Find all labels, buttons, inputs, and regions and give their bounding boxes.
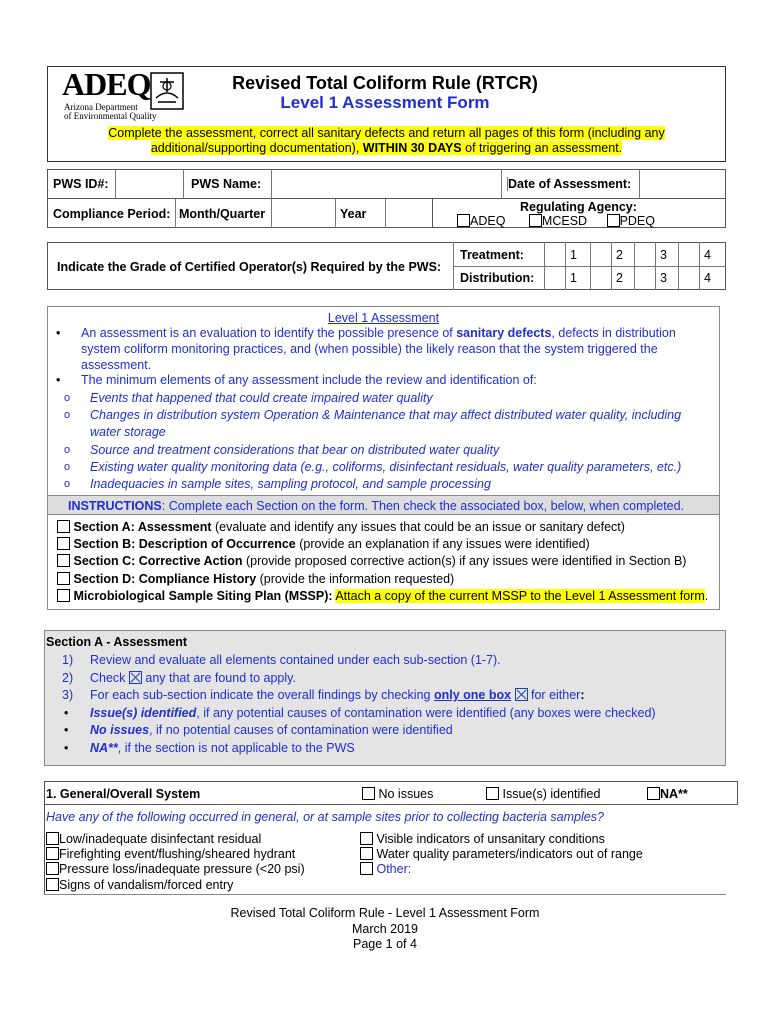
general-item-low-residual — [46, 832, 305, 847]
bullet1-text-a: An assessment is an evaluation to identify the possible presence of — [81, 326, 457, 340]
num-2: 2) — [62, 670, 74, 685]
general-left-rule — [44, 781, 45, 894]
distribution-grade-1: 1 — [570, 271, 577, 285]
section-a-item-3c: : — [580, 688, 585, 703]
treatment-grade-3-box[interactable] — [634, 242, 656, 266]
section-a-desc: (evaluate and identify any issues that could be an issue or sanitary defect) — [211, 520, 625, 534]
treatment-grade-2: 2 — [616, 248, 623, 262]
date-divider — [501, 169, 502, 199]
month-quarter-label: Month/Quarter — [179, 207, 266, 221]
operator-grade-table — [47, 242, 726, 290]
distribution-grade-2: 2 — [616, 271, 623, 285]
low-residual-label: Low/inadequate disinfectant residual — [59, 832, 262, 846]
year-label: Year — [335, 199, 385, 228]
pws-id-field[interactable] — [115, 169, 183, 199]
num-3: 3) — [62, 688, 74, 703]
year-field[interactable] — [385, 199, 433, 228]
agency-adeq-checkbox[interactable] — [457, 214, 470, 227]
instructions-text: : Complete each Section on the form. Then check the associated box, below, when completed. — [161, 499, 685, 513]
treatment-grade-3: 3 — [660, 248, 667, 262]
section-c-row — [57, 553, 717, 570]
footer — [0, 906, 770, 953]
section-a-item-2a: Check — [90, 670, 129, 685]
pws-name-field[interactable] — [271, 169, 501, 199]
footer-page: Page 1 of 4 — [353, 937, 417, 951]
sub-item-2: Changes in distribution system Operation & Maintenance that may affect distributed water quality, including — [90, 408, 682, 423]
general-left-list — [46, 832, 305, 893]
mssp-instruction: Attach a copy of the current MSSP to the Level 1 Assessment form — [335, 588, 705, 603]
no-issues-desc: , if no potential causes of contamination were identified — [149, 723, 453, 738]
section-a-heading: Section A - Assessment — [46, 635, 188, 649]
section-d-label: Section D: Compliance History — [73, 571, 257, 586]
agency-pdeq-label: PDEQ — [619, 214, 655, 228]
mssp-end: . — [704, 588, 709, 603]
vandalism-label: Signs of vandalism/forced entry — [59, 877, 234, 892]
notice-end: of triggering an assessment. — [461, 141, 623, 155]
notice-line2 — [151, 141, 622, 155]
general-issues-label: Issue(s) identified — [502, 787, 601, 801]
section-a-label: Section A: Assessment — [73, 520, 212, 534]
level1-bullet2: • The minimum elements of any assessment include the review and identification of: — [56, 372, 716, 388]
section-a-item-2b: any that are found to apply. — [141, 670, 296, 685]
na-term: NA** — [90, 740, 118, 755]
bullet1-line2: system coliform monitoring practices, and (when possible) the likely reason that the system triggered the — [81, 342, 658, 356]
notice-line1: Complete the assessment, correct all sanitary defects and return all pages of this form (including any — [108, 126, 665, 140]
treatment-grade-4-box[interactable] — [678, 242, 700, 266]
general-na — [647, 787, 688, 801]
general-right-rule — [737, 781, 738, 804]
instructions — [48, 495, 719, 515]
footer-date: March 2019 — [351, 921, 418, 936]
treatment-grade-4: 4 — [704, 248, 711, 262]
general-no-issues-label: No issues — [378, 787, 434, 801]
notice — [50, 126, 723, 156]
logo-emblem-icon — [150, 72, 184, 110]
pressure-checkbox[interactable] — [46, 862, 59, 875]
pws-name-label: PWS Name: — [191, 177, 262, 191]
general-heading: 1. General/Overall System — [46, 787, 201, 801]
treatment-grade-1: 1 — [570, 248, 577, 262]
bullet2-text: The minimum elements of any assessment include the review and identification of: — [81, 373, 537, 387]
general-na-label: NA** — [660, 787, 688, 801]
agency-options — [457, 214, 655, 228]
general-na-checkbox[interactable] — [647, 787, 660, 800]
na-desc: , if the section is not applicable to the PWS — [117, 740, 355, 755]
footer-form-name: Revised Total Coliform Rule - Level 1 Assessment Form — [230, 906, 540, 920]
treatment-grade-1-box[interactable] — [544, 242, 566, 266]
issues-identified-term: Issue(s) identified — [90, 705, 197, 720]
general-no-issues-checkbox[interactable] — [362, 787, 375, 800]
no-issues-term: No issues — [90, 723, 150, 738]
bullet1-sanitary: sanitary defects — [456, 326, 552, 340]
general-issues — [486, 787, 600, 801]
section-a-checkbox[interactable] — [57, 520, 70, 533]
general-item-unsanitary — [360, 832, 643, 847]
sub-item-4: Existing water quality monitoring data (e.g., coliforms, disinfectant residuals, water quality parameters, etc.) — [90, 459, 682, 474]
distribution-grade-4: 4 — [704, 271, 711, 285]
distribution-grade-3: 3 — [660, 271, 667, 285]
general-issues-checkbox[interactable] — [486, 787, 499, 800]
general-bottom-line — [44, 894, 726, 895]
section-a-item-3b: for either — [527, 688, 581, 703]
wq-parameters-label: Water quality parameters/indicators out of range — [376, 847, 643, 862]
general-item-other — [360, 862, 643, 877]
sub-item-5: Inadequacies in sample sites, sampling protocol, and sample processing — [90, 477, 491, 492]
general-item-vandalism — [46, 878, 305, 893]
compliance-label: Compliance Period: — [53, 207, 171, 221]
notice-text: additional/supporting documentation), — [150, 141, 363, 155]
agency-adeq-label: ADEQ — [470, 214, 506, 228]
bullet1-text-b: , defects in distribution — [551, 326, 676, 340]
section-checklist — [57, 519, 717, 605]
treatment-label: Treatment: — [460, 248, 524, 262]
logo-subtitle-2: of Environmental Quality — [64, 111, 157, 121]
distribution-grade-4-box[interactable] — [678, 266, 700, 290]
pressure-label: Pressure loss/inadequate pressure (<20 psi) — [59, 862, 305, 877]
distribution-label: Distribution: — [460, 271, 535, 285]
bullet1-line3: assessment. — [81, 358, 152, 372]
pws-id-label: PWS ID#: — [53, 177, 109, 191]
general-question: Have any of the following occurred in general, or at sample sites prior to collecting bacteria samples? — [46, 810, 604, 824]
operator-label: Indicate the Grade of Certified Operator(s) Required by the PWS: — [57, 260, 442, 274]
mq-divider — [175, 199, 176, 228]
section-c-checkbox[interactable] — [57, 554, 70, 567]
other-label: Other: — [376, 862, 412, 877]
month-quarter-field[interactable] — [271, 199, 335, 228]
section-a-list: 1) Review and evaluate all elements contained under each sub-section (1-7). 2) Check any that are found to apply. 3) For each sub-section indicate the overall findings by checking only one box for either: • Issue(s) identified, if any potential causes of contamination were identified (any boxes were checked) • No issues, if no potential causes of contamination were identified • NA**, if the section is not applicable to the PWS — [62, 653, 656, 755]
section-d-row — [57, 571, 717, 588]
mssp-label: Microbiological Sample Siting Plan (MSSP): — [73, 588, 333, 603]
logo-subtitle-1: Arizona Department — [64, 102, 138, 112]
notice-deadline: WITHIN 30 DAYS — [362, 141, 462, 155]
instructions-label: INSTRUCTIONS — [68, 499, 162, 513]
mssp-checkbox[interactable] — [57, 589, 70, 602]
num-1: 1) — [62, 653, 74, 667]
level1-bullet1: • An assessment is an evaluation to identify the possible presence of sanitary defects, defects in distribution system coliform monitoring practices, and (when possible) the likely reason that the system triggered the assessment. — [56, 326, 676, 372]
sub-item-2b: water storage — [90, 425, 166, 440]
section-b-row — [57, 536, 717, 553]
date-label: Date of Assessment: — [508, 177, 632, 191]
distribution-grade-2-box[interactable] — [590, 266, 612, 290]
section-d-checkbox[interactable] — [57, 572, 70, 585]
wq-parameters-checkbox[interactable] — [360, 847, 373, 860]
general-no-issues — [362, 787, 433, 801]
general-item-pressure — [46, 862, 305, 877]
checked-box-icon — [129, 671, 142, 684]
sub-item-3: Source and treatment considerations that bear on distributed water quality — [90, 442, 500, 457]
date-field[interactable] — [639, 169, 726, 199]
grade-cells — [544, 242, 726, 290]
firefighting-checkbox[interactable] — [46, 847, 59, 860]
section-b-desc: (provide an explanation if any issues were identified) — [295, 537, 590, 552]
sub-item-1: Events that happened that could create impaired water quality — [90, 391, 433, 405]
general-header-line — [44, 781, 738, 782]
distribution-grade-3-box[interactable] — [634, 266, 656, 290]
section-b-checkbox[interactable] — [57, 537, 70, 550]
other-checkbox[interactable] — [360, 862, 373, 875]
section-a-item-1: Review and evaluate all elements contained under each sub-section (1-7). — [90, 653, 501, 667]
firefighting-label: Firefighting event/flushing/sheared hydrant — [59, 847, 296, 862]
section-c-desc: (provide proposed corrective action(s) if any issues were identified in Section B) — [242, 554, 687, 569]
agency-mcesd-label: MCESD — [541, 214, 588, 228]
section-d-desc: (provide the information requested) — [256, 571, 455, 586]
only-one-box: only one box — [433, 688, 512, 703]
unsanitary-checkbox[interactable] — [360, 832, 373, 845]
general-right-list — [360, 832, 643, 878]
section-b-label: Section B: Description of Occurrence — [73, 537, 296, 552]
treatment-grade-2-box[interactable] — [590, 242, 612, 266]
general-item-firefighting — [46, 847, 305, 862]
checked-box-icon-2 — [515, 688, 528, 701]
distribution-grade-1-box[interactable] — [544, 266, 566, 290]
section-a-row — [57, 519, 717, 536]
agency-label: Regulating Agency: — [520, 200, 637, 214]
low-residual-checkbox[interactable] — [46, 832, 59, 845]
adeq-logo — [62, 66, 182, 121]
issues-identified-desc: , if any potential causes of contamination were identified (any boxes were checked) — [196, 705, 656, 720]
general-header-line-bottom — [44, 804, 738, 805]
general-item-wq-parameters — [360, 847, 643, 862]
vandalism-checkbox[interactable] — [46, 878, 59, 891]
level1-sublist: o Events that happened that could create impaired water quality o Changes in distribution system Operation & Maintenance that may affect distributed water quality, including water storage o Source and treatment considerations that bear on distributed water quality o Existing water quality monitoring data (e.g., coliforms, disinfectant residuals, water quality parameters, etc.) o Inadequacies in sample sites, sampling protocol, and sample processing — [64, 391, 682, 492]
agency-pdeq-checkbox[interactable] — [607, 214, 620, 227]
section-c-label: Section C: Corrective Action — [73, 554, 243, 569]
section-a-item-3a: For each sub-section indicate the overall findings by checking — [90, 688, 434, 703]
logo-text: ADEQ — [62, 66, 151, 102]
form-title: Revised Total Coliform Rule (RTCR) — [232, 73, 538, 93]
form-subtitle: Level 1 Assessment Form — [280, 93, 490, 112]
level1-heading: Level 1 Assessment — [327, 311, 440, 325]
agency-mcesd-checkbox[interactable] — [529, 214, 542, 227]
unsanitary-label: Visible indicators of unsanitary conditions — [376, 832, 605, 846]
mssp-row — [57, 588, 717, 605]
